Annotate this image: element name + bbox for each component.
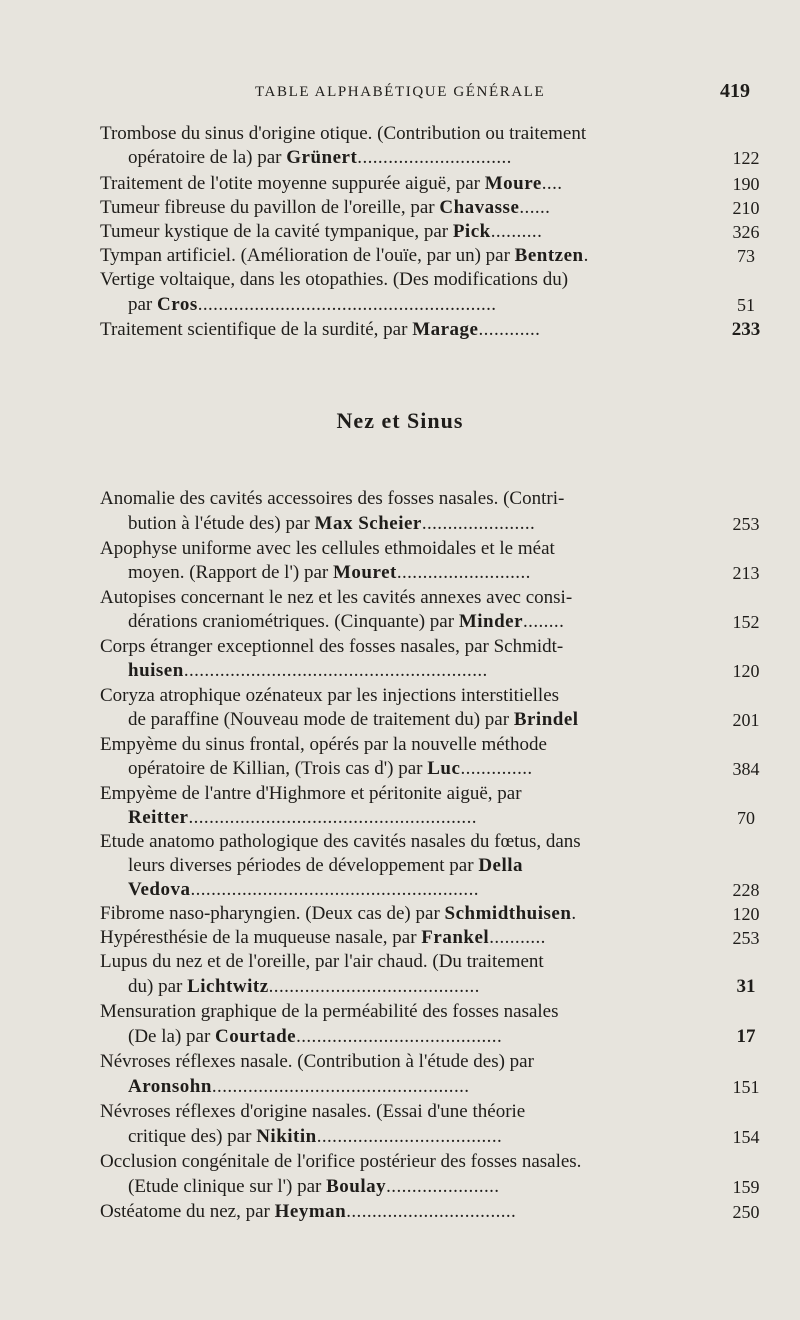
entry-line	[100, 902, 577, 926]
entry-line	[100, 487, 564, 511]
entry-line-continuation	[128, 512, 535, 536]
entry-author: Frankel	[421, 927, 490, 948]
entry-text: Tumeur kystique de la cavité tympanique, par	[100, 221, 453, 242]
entry-line	[100, 122, 586, 146]
entry-line-continuation	[128, 708, 579, 732]
entry-line	[100, 537, 555, 561]
entry-line	[100, 318, 540, 342]
entry-leader: ........	[523, 611, 565, 632]
entry-text: Vertige voltaique, dans les otopathies. (Des modifications du)	[100, 269, 569, 290]
entry-author: Della	[478, 855, 524, 876]
entry-text: Traitement scientifique de la surdité, par	[100, 319, 413, 340]
entry-page-number: 190	[732, 174, 760, 194]
entry-text: leurs diverses périodes de développement par	[128, 855, 479, 876]
entry-line-continuation	[128, 1075, 469, 1099]
entry-text: de paraffine (Nouveau mode de traitement du) par	[128, 709, 514, 730]
section-heading: Nez et Sinus	[336, 408, 464, 433]
entry-text: bution à l'étude des) par	[128, 513, 315, 534]
entry-leader: ..............................	[357, 147, 512, 168]
entry-text: Occlusion congénitale de l'orifice postérieur des fosses nasales.	[100, 1151, 582, 1172]
entry-leader: ......................	[386, 1176, 500, 1197]
entry-leader: ............	[478, 319, 541, 340]
entry-leader: ...........................................................	[183, 660, 488, 681]
entry-text: Névroses réflexes d'origine nasales. (Essai d'une théorie	[100, 1101, 526, 1122]
entry-text: Hypéresthésie de la muqueuse nasale, par	[100, 927, 422, 948]
entry-page-number: 152	[732, 612, 760, 632]
entry-leader: ........................................................	[190, 879, 479, 900]
entry-line	[100, 733, 547, 757]
entry-leader: ..........................................................	[197, 294, 497, 315]
entry-line	[100, 635, 563, 659]
entry-line-continuation	[128, 1175, 499, 1199]
entry-text: critique des) par	[128, 1126, 257, 1147]
entry-text: opératoire de Killian, (Trois cas d') par	[128, 758, 428, 779]
entry-text: Empyème de l'antre d'Highmore et péritonite aiguë, par	[100, 783, 522, 804]
entry-author: Chavasse	[439, 197, 520, 218]
entry-text: Traitement de l'otite moyenne suppurée aiguë, par	[100, 173, 485, 194]
entry-page-number: 253	[732, 514, 760, 534]
entry-text: Tympan artificiel. (Amélioration de l'ouïe, par un) par	[100, 245, 515, 266]
entry-author: Reitter	[128, 807, 189, 828]
entry-author: huisen	[128, 660, 184, 681]
entry-line-continuation	[128, 757, 533, 781]
entry-line	[100, 1150, 581, 1174]
entry-page-number: 31	[736, 976, 756, 997]
entry-author: Cros	[157, 294, 198, 315]
entry-line	[100, 950, 544, 974]
entry-line-continuation	[128, 806, 477, 830]
entry-line-continuation	[128, 878, 479, 902]
entry-text: Tumeur fibreuse du pavillon de l'oreille, par	[100, 197, 440, 218]
entry-leader: ..........	[490, 221, 543, 242]
entry-text: Etude anatomo pathologique des cavités nasales du fœtus, dans	[100, 831, 581, 852]
entry-author: Minder	[458, 611, 524, 632]
entry-page-number: 326	[732, 222, 760, 242]
entry-line	[100, 244, 589, 268]
entry-line-continuation	[128, 293, 496, 317]
entry-author: Brindel	[513, 709, 579, 730]
entry-line-continuation	[128, 610, 564, 634]
entry-line-continuation	[128, 975, 480, 999]
entry-author: Max Scheier	[314, 513, 422, 534]
entry-text: Coryza atrophique ozénateux par les injections interstitielles	[100, 685, 560, 706]
entry-line	[100, 1100, 525, 1124]
entry-author: Nikitin	[256, 1126, 317, 1147]
entry-author: Bentzen	[514, 245, 584, 266]
entry-author: Boulay	[326, 1176, 387, 1197]
entry-leader: .	[571, 903, 577, 924]
entry-author: Moure	[484, 173, 542, 194]
entry-line	[100, 830, 581, 854]
entry-page-number: 228	[732, 880, 760, 900]
entry-line	[100, 268, 568, 292]
entry-author: Vedova	[128, 879, 191, 900]
entry-leader: ......	[519, 197, 551, 218]
entry-leader: ..........................	[396, 562, 531, 583]
entry-line	[100, 782, 522, 806]
entry-text: (Etude clinique sur l') par	[128, 1176, 327, 1197]
entry-text: Anomalie des cavités accessoires des fosses nasales. (Contri-	[100, 488, 565, 509]
entry-page-number: 159	[732, 1177, 760, 1197]
entry-page-number: 70	[737, 808, 755, 828]
entry-leader: ....	[541, 173, 563, 194]
entry-leader: .................................	[346, 1201, 517, 1222]
entry-text: Ostéatome du nez, par	[100, 1201, 275, 1222]
entry-text: (De la) par	[128, 1026, 216, 1047]
entry-line	[100, 1000, 559, 1024]
entry-page-number: 122	[732, 148, 760, 168]
entry-author: Lichtwitz	[187, 976, 269, 997]
entry-line	[100, 220, 542, 244]
entry-text: Mensuration graphique de la perméabilité des fosses nasales	[100, 1001, 559, 1022]
entry-leader: ........................................	[296, 1026, 503, 1047]
entry-author: Heyman	[274, 1201, 347, 1222]
entry-text: moyen. (Rapport de l') par	[128, 562, 333, 583]
entry-text: Empyème du sinus frontal, opérés par la nouvelle méthode	[100, 734, 547, 755]
entry-author: Pick	[452, 221, 491, 242]
entry-page-number: 51	[737, 295, 755, 315]
entry-text: Trombose du sinus d'origine otique. (Contribution ou traitement	[100, 123, 587, 144]
entry-author: Aronsohn	[128, 1076, 212, 1097]
entry-page-number: 120	[732, 904, 760, 924]
entry-page-number: 17	[736, 1026, 756, 1047]
entry-line	[100, 586, 572, 610]
entry-author: Schmidthuisen	[444, 903, 572, 924]
entry-page-number: 384	[732, 759, 760, 779]
entry-text: opératoire de la) par	[128, 147, 287, 168]
page-number: 419	[720, 80, 750, 102]
entry-page-number: 250	[732, 1202, 760, 1222]
entry-text: Lupus du nez et de l'oreille, par l'air chaud. (Du traitement	[100, 951, 544, 972]
running-head	[0, 80, 800, 110]
entry-line-continuation	[128, 659, 488, 683]
entry-text: Autopises concernant le nez et les cavités annexes avec consi-	[100, 587, 573, 608]
running-title: TABLE ALPHABÉTIQUE GÉNÉRALE	[255, 84, 546, 100]
entry-text: Névroses réflexes nasale. (Contribution à l'étude des) par	[100, 1051, 534, 1072]
entry-leader: .	[583, 245, 589, 266]
entry-text: Apophyse uniforme avec les cellules ethmoidales et le méat	[100, 538, 555, 559]
entry-line-continuation	[128, 146, 512, 170]
entry-leader: ........................................................	[188, 807, 477, 828]
entry-page-number: 213	[732, 563, 760, 583]
entry-leader: ..................................................	[211, 1076, 470, 1097]
entry-leader: ..............	[460, 758, 533, 779]
entry-page-number: 151	[732, 1077, 760, 1097]
entry-line	[100, 1200, 516, 1224]
entry-page-number: 201	[732, 710, 760, 730]
entry-line	[100, 684, 559, 708]
entry-page-number: 210	[732, 198, 760, 218]
entry-line	[100, 196, 550, 220]
entry-author: Marage	[412, 319, 479, 340]
entry-leader: ...........	[489, 927, 546, 948]
entry-page-number: 233	[731, 319, 761, 340]
entry-line-continuation	[128, 1025, 502, 1049]
entry-line-continuation	[128, 561, 531, 585]
entry-author: Mouret	[332, 562, 397, 583]
entry-author: Luc	[427, 758, 461, 779]
entry-page-number: 73	[737, 246, 755, 266]
entry-text: dérations craniométriques. (Cinquante) par	[128, 611, 459, 632]
entry-line-continuation	[128, 1125, 502, 1149]
entry-page-number: 253	[732, 928, 760, 948]
entry-leader: ......................	[421, 513, 536, 534]
entry-page-number: 154	[732, 1127, 760, 1147]
entry-leader: .........................................	[268, 976, 480, 997]
entry-author: Grünert	[286, 147, 358, 168]
entry-line-continuation	[128, 854, 523, 878]
entry-text: par	[128, 294, 158, 315]
entry-author: Courtade	[215, 1026, 297, 1047]
entry-text: du) par	[128, 976, 188, 997]
entry-line	[100, 172, 562, 196]
entry-line	[100, 926, 546, 950]
entry-text: Corps étranger exceptionnel des fosses nasales, par Schmidt-	[100, 636, 564, 657]
entry-leader: ....................................	[316, 1126, 503, 1147]
entry-page-number: 120	[732, 661, 760, 681]
entry-line	[100, 1050, 534, 1074]
entry-text: Fibrome naso-pharyngien. (Deux cas de) par	[100, 903, 445, 924]
